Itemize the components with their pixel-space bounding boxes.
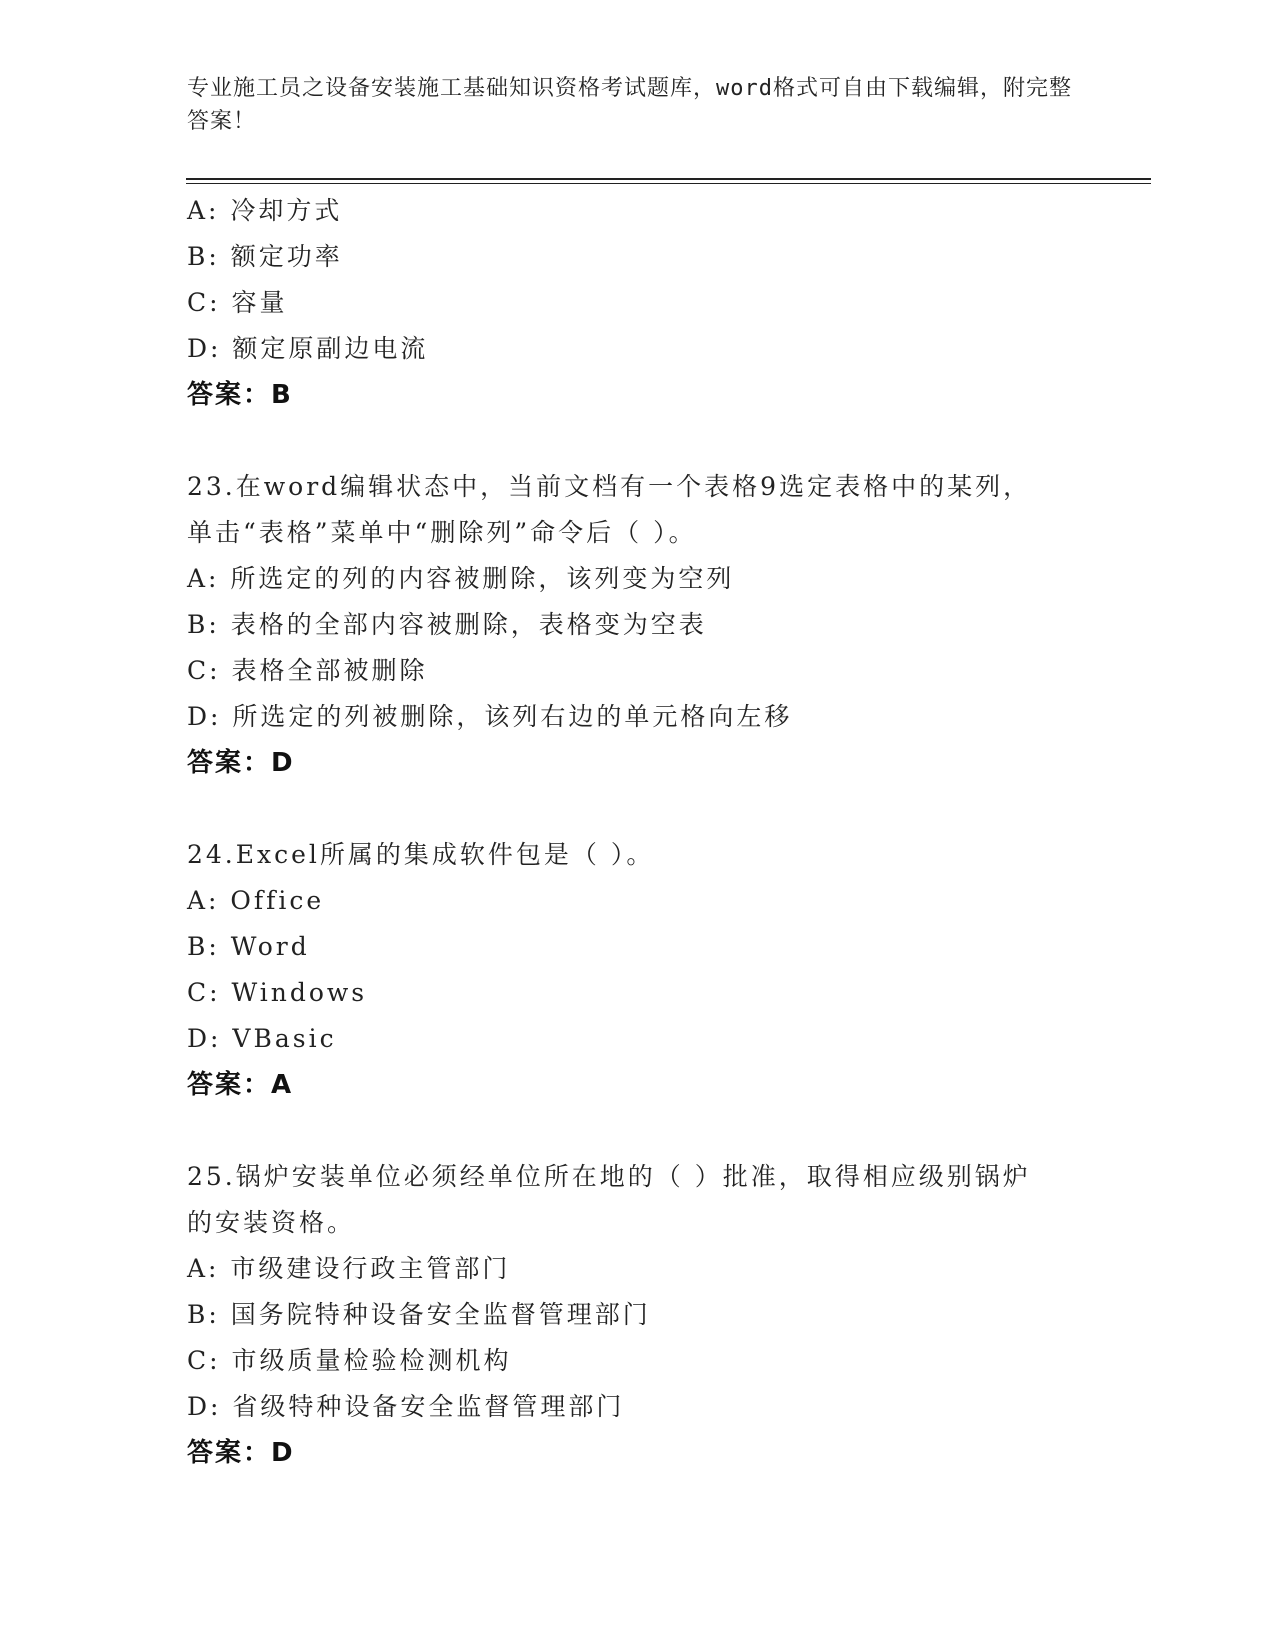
- question-block: [187, 832, 1127, 1108]
- question-block: [187, 464, 1127, 786]
- option-a: A: 冷却方式: [187, 196, 343, 225]
- spacer: [187, 786, 1127, 832]
- option-c: C: Windows: [187, 978, 368, 1007]
- question-block: [187, 188, 1127, 418]
- option-d: D: 额定原副边电流: [187, 334, 429, 363]
- option-d: D: 省级特种设备安全监督管理部门: [187, 1392, 625, 1421]
- option-b: B: 国务院特种设备安全监督管理部门: [187, 1300, 651, 1329]
- option-a: A: Office: [187, 886, 325, 915]
- answer-line: 答案：B: [187, 380, 293, 410]
- option-b: B: 表格的全部内容被删除，表格变为空表: [187, 610, 707, 639]
- option-b: B: Word: [187, 932, 310, 961]
- option-d: D: 所选定的列被删除，该列右边的单元格向左移: [187, 702, 793, 731]
- option-a: A: 所选定的列的内容被删除，该列变为空列: [187, 564, 735, 593]
- option-c: C: 表格全部被删除: [187, 656, 428, 685]
- question-stem: 25.锅炉安装单位必须经单位所在地的（ ）批准，取得相应级别锅炉: [187, 1162, 1031, 1191]
- question-block: [187, 1154, 1127, 1476]
- question-stem: 24.Excel所属的集成软件包是（ ）。: [187, 840, 655, 869]
- option-c: C: 容量: [187, 288, 288, 317]
- document-header: 专业施工员之设备安装施工基础知识资格考试题库，word格式可自由下载编辑，附完整答案！: [187, 76, 1072, 134]
- spacer: [187, 1108, 1127, 1154]
- question-stem: 23.在word编辑状态中，当前文档有一个表格9选定表格中的某列，: [187, 472, 1032, 501]
- spacer: [187, 418, 1127, 464]
- answer-line: 答案：A: [187, 1070, 294, 1100]
- option-a: A: 市级建设行政主管部门: [187, 1254, 511, 1283]
- option-b: B: 额定功率: [187, 242, 343, 271]
- question-stem-continued: 的安装资格。: [187, 1208, 356, 1237]
- option-d: D: VBasic: [187, 1024, 337, 1053]
- question-list: [187, 188, 1127, 1476]
- question-stem-continued: 单击“表格”菜单中“删除列”命令后（ ）。: [187, 518, 697, 547]
- option-c: C: 市级质量检验检测机构: [187, 1346, 512, 1375]
- answer-line: 答案：D: [187, 1438, 295, 1468]
- header-divider-thin: [186, 183, 1151, 184]
- answer-line: 答案：D: [187, 748, 295, 778]
- header-divider: [186, 178, 1151, 180]
